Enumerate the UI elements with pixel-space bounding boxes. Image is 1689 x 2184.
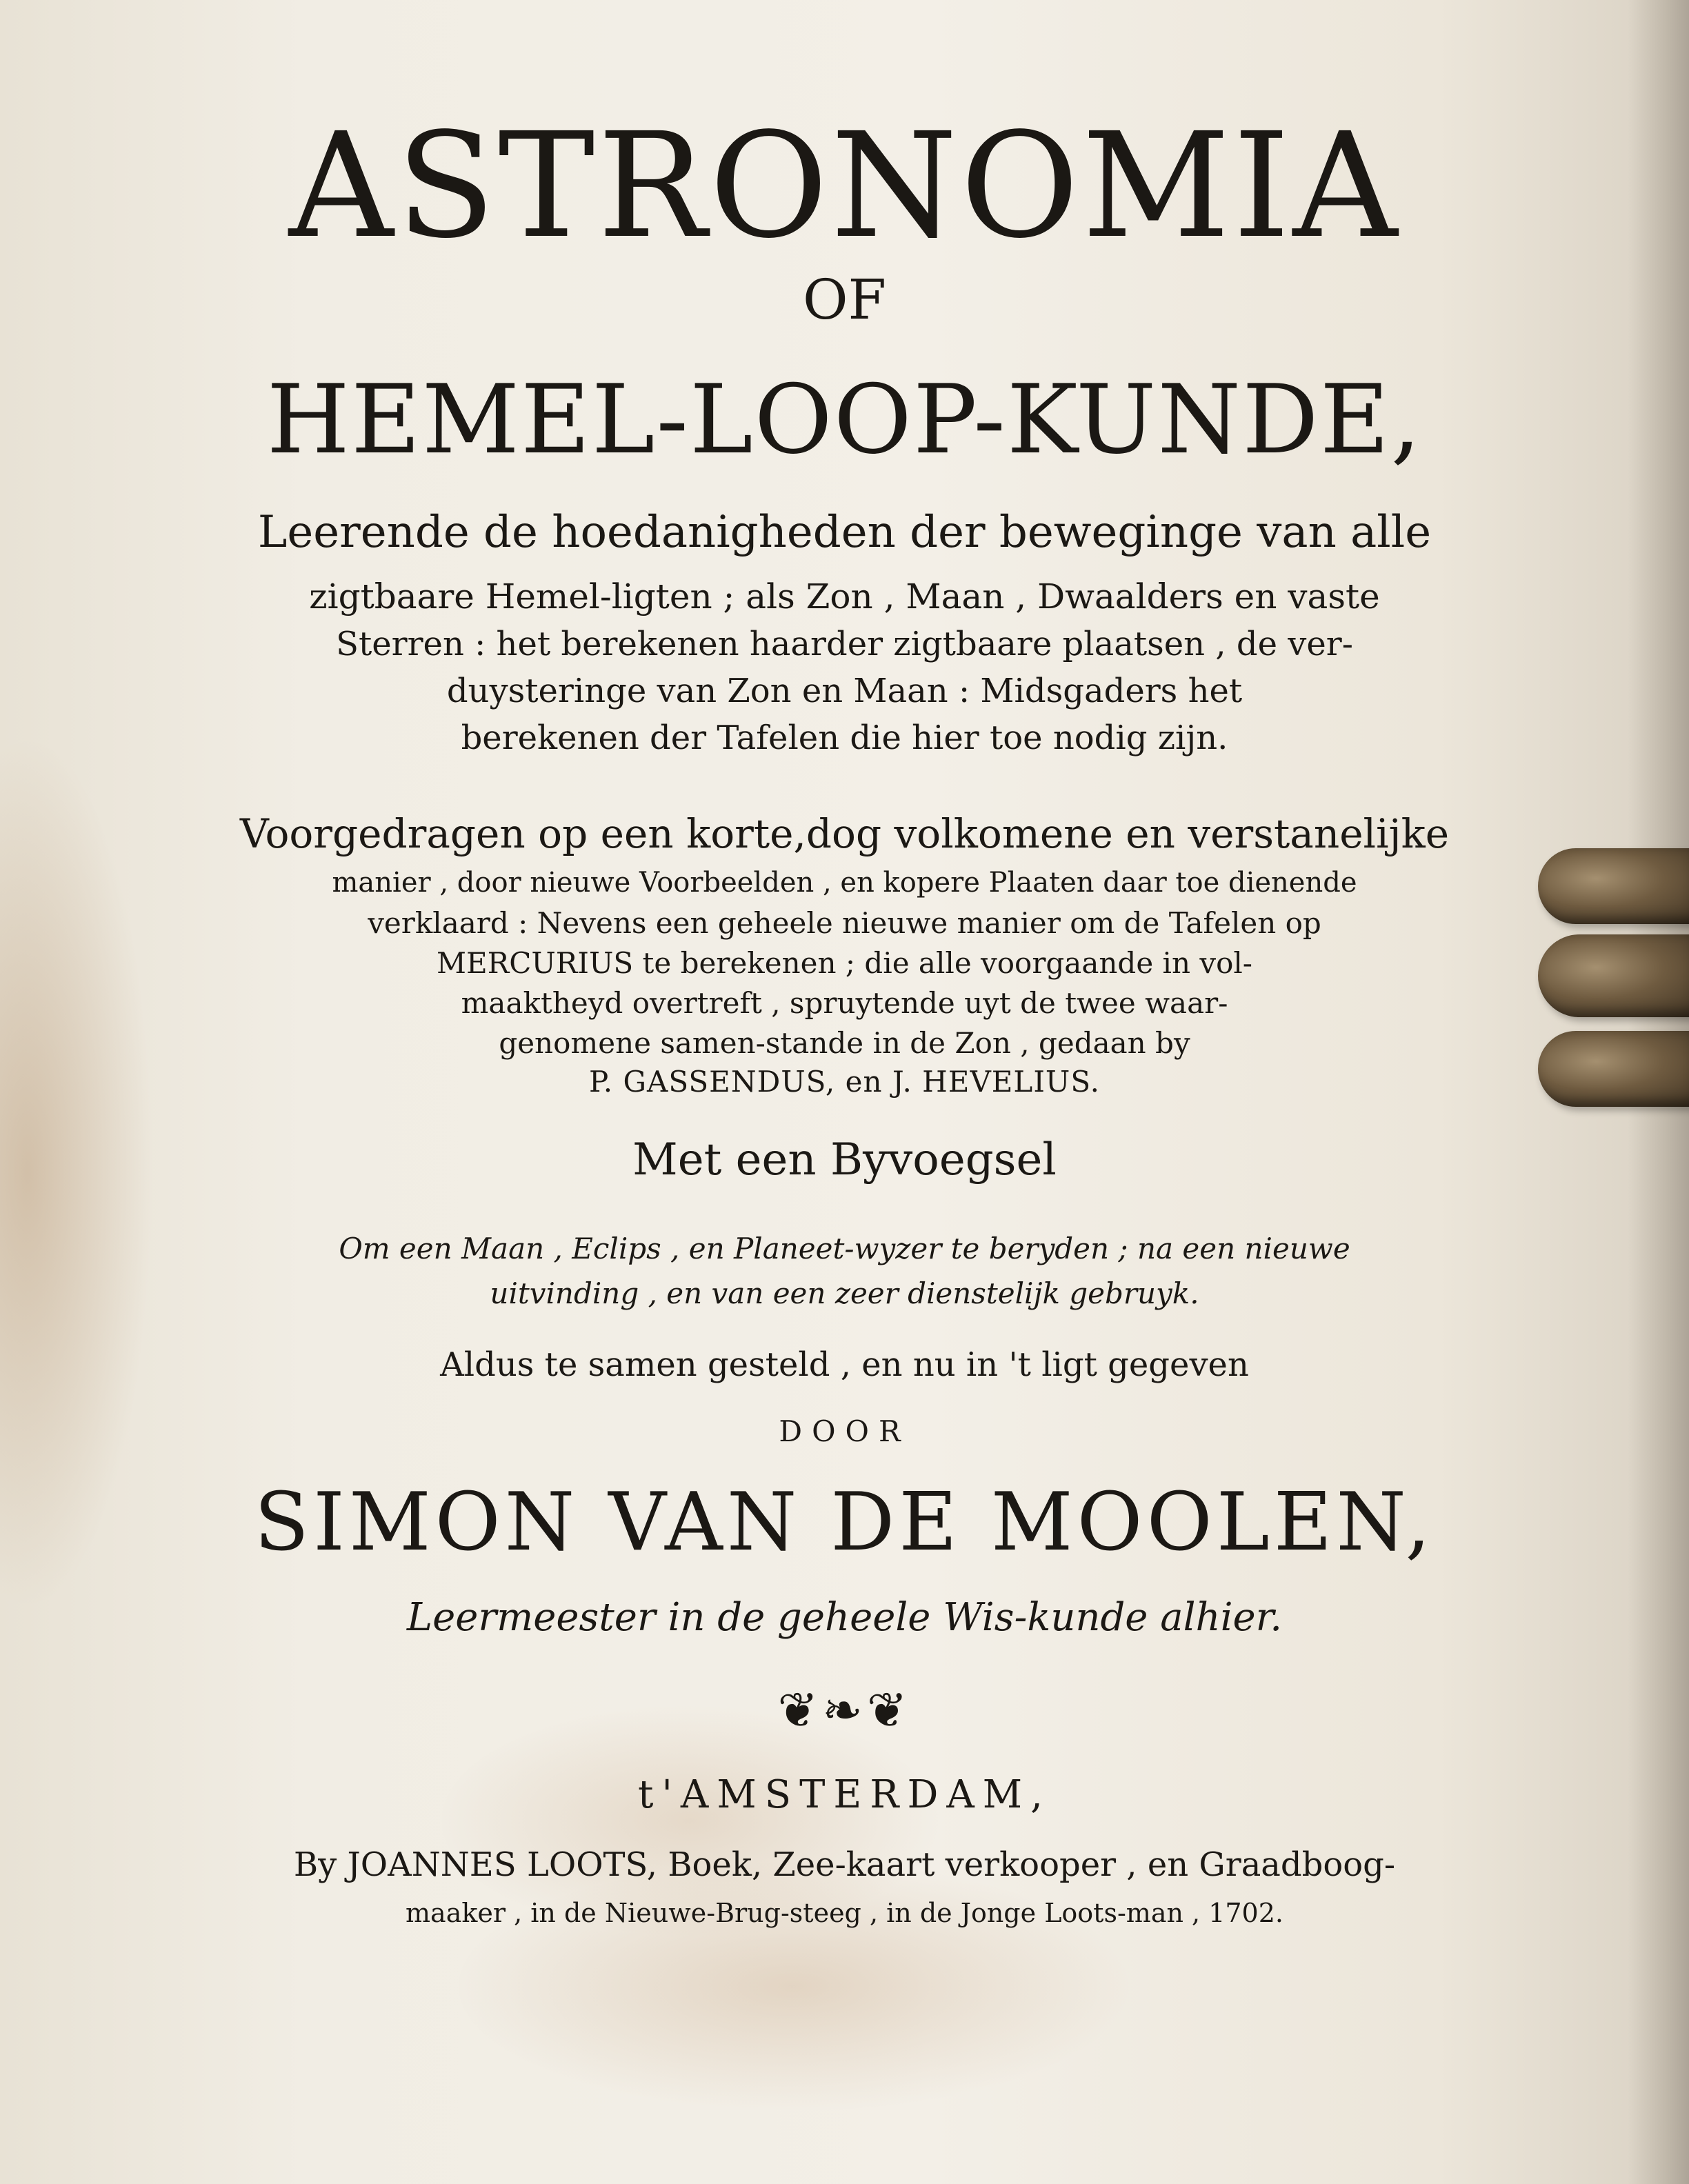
presentation-line-4: MERCURIUS te berekenen ; die alle voorgaande in vol- (436, 946, 1252, 980)
presentation-line-7: P. GASSENDUS, en J. HEVELIUS. (589, 1065, 1100, 1099)
fleuron-ornament: ❦❧❦ (777, 1682, 912, 1739)
title-of: OF (802, 268, 887, 332)
presentation-line-5: maaktheyd overtreft , spruytende uyt de twee waar- (461, 986, 1228, 1020)
imprint-city: t'AMSTERDAM, (638, 1772, 1051, 1817)
supplement-line-1: Om een Maan , Eclips , en Planeet-wyzer te beryden ; na een nieuwe (339, 1232, 1350, 1265)
presentation-line-2: manier , door nieuwe Voorbeelden , en kopere Plaaten daar toe dienende (332, 867, 1357, 899)
presentation-line-3: verklaard : Nevens een geheele nieuwe manier om de Tafelen op (368, 906, 1321, 940)
supplement-heading: Met een Byvoegsel (632, 1134, 1057, 1185)
description-line-3: Sterren : het berekenen haarder zigtbaare plaatsen , de ver- (336, 625, 1353, 663)
author-role: Leermeester in de geheele Wis-kunde alhier. (406, 1595, 1283, 1640)
title-subtitle: HEMEL-LOOP-KUNDE, (266, 364, 1423, 475)
supplement-line-2: uitvinding , en van een zeer dienstelijk gebruyk. (490, 1276, 1199, 1310)
door-label: DOOR (779, 1414, 910, 1448)
description-line-2: zigtbaare Hemel-ligten ; als Zon , Maan , Dwaalders en vaste (309, 577, 1380, 617)
imprint-line-1: By JOANNES LOOTS, Boek, Zee-kaart verkooper , en Graadboog- (293, 1845, 1396, 1884)
presentation-line-6: genomene samen-stande in de Zon , gedaan by (499, 1026, 1190, 1060)
description-line-5: berekenen der Tafelen die hier toe nodig zijn. (461, 719, 1228, 757)
compiled-line: Aldus te samen gesteld , en nu in 't ligt gegeven (440, 1345, 1249, 1384)
author-name: SIMON VAN DE MOOLEN, (254, 1476, 1435, 1569)
presentation-line-1: Voorgedragen op een korte,dog volkomene en verstanelijke (239, 810, 1450, 857)
imprint-line-2: maaker , in de Nieuwe-Brug-steeg , in de Jonge Loots-man , 1702. (406, 1898, 1283, 1928)
description-line-4: duysteringe van Zon en Maan : Midsgaders het (446, 672, 1243, 710)
description-line-1: Leerende de hoedanigheden der beweginge van alle (257, 507, 1432, 558)
title-main: ASTRONOMIA (288, 101, 1401, 270)
